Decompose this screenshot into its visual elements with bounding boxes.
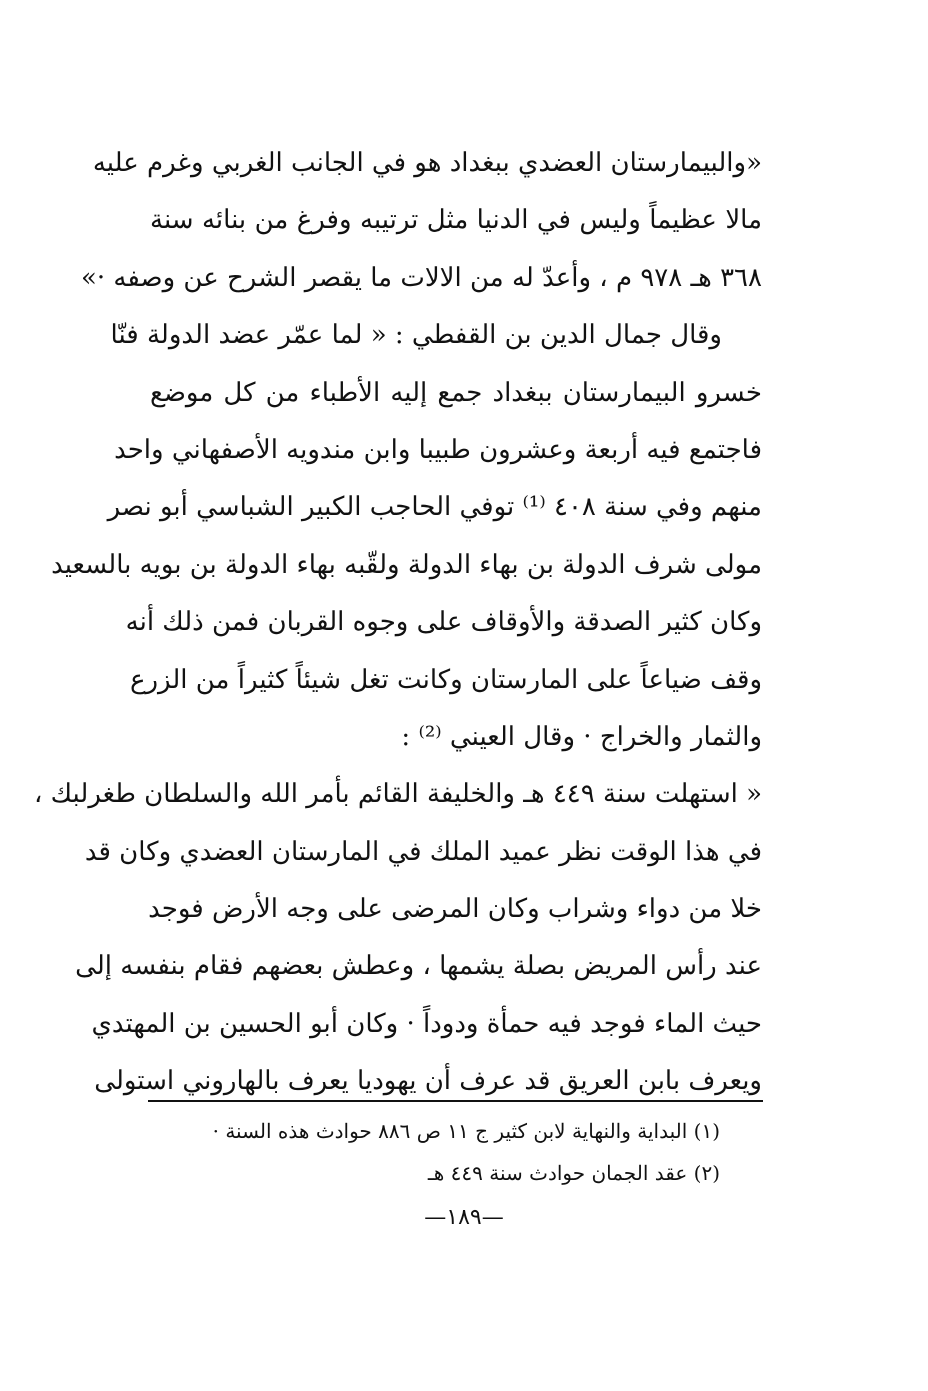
- text-line: والثمار والخراج · وقال العيني ⁽²⁾ :: [401, 721, 762, 752]
- text-line: خلا من دواء وشراب وكان المرضى على وجه الأرض فوجد: [148, 894, 762, 925]
- body-text: [33, 135, 762, 1111]
- text-line: مالا عظيماً وليس في الدنيا مثل ترتيبه وفرغ من بنائه سنة: [150, 205, 762, 236]
- footnote: (٢) عقد الجمان حوادث سنة ٤٤٩ هـ: [427, 1161, 720, 1185]
- text-line: ٣٦٨ هـ ٩٧٨ م ، وأعدّ له من الالات ما يقصر الشرح عن وصفه ·»: [80, 262, 762, 293]
- page-number: —١٨٩—: [424, 1205, 504, 1230]
- text-line: وكان كثير الصدقة والأوقاف على وجوه القربان فمن ذلك أنه: [125, 607, 762, 638]
- text-line: خسرو البيمارستان ببغداد جمع إليه الأطباء من كل موضع: [150, 377, 762, 408]
- text-line: فاجتمع فيه أربعة وعشرون طبيبا وابن مندويه الأصفهاني واحد: [114, 434, 762, 465]
- text-line: وقف ضياعاً على المارستان وكانت تغل شيئاً كثيراً من الزرع: [129, 664, 762, 695]
- footnotes: [150, 1110, 720, 1194]
- text-line: وقال جمال الدين بن القفطي : « لما عمّر عضد الدولة فنّا: [110, 320, 722, 351]
- text-line: ويعرف بابن العريق قد عرف أن يهوديا يعرف بالهاروني استولى: [94, 1066, 762, 1097]
- footnote: (١) البداية والنهاية لابن كثير ج ١١ ص ٨٨٦ حوادث هذه السنة ·: [212, 1119, 720, 1143]
- text-line: « استهلت سنة ٤٤٩ هـ والخليفة القائم بأمر الله والسلطان طغرلبك ،: [33, 779, 762, 810]
- footnote-divider: [148, 1100, 763, 1102]
- text-line: «والبيمارستان العضدي ببغداد هو في الجانب الغربي وغرم عليه: [92, 148, 762, 178]
- text-line: منهم وفي سنة ٤٠٨ ⁽¹⁾ توفي الحاجب الكبير الشباسي أبو نصر: [107, 492, 762, 523]
- text-line: في هذا الوقت نظر عميد الملك في المارستان العضدي وكان قد: [84, 836, 762, 867]
- text-line: مولى شرف الدولة بن بهاء الدولة ولقّبه بهاء الدولة بن بويه بالسعيد: [51, 549, 762, 580]
- text-line: عند رأس المريض بصلة يشمها ، وعطش بعضهم فقام بنفسه إلى: [75, 951, 762, 982]
- text-line: حيث الماء فوجد فيه حمأة ودوداً · وكان أبو الحسين بن المهتدي: [91, 1008, 762, 1039]
